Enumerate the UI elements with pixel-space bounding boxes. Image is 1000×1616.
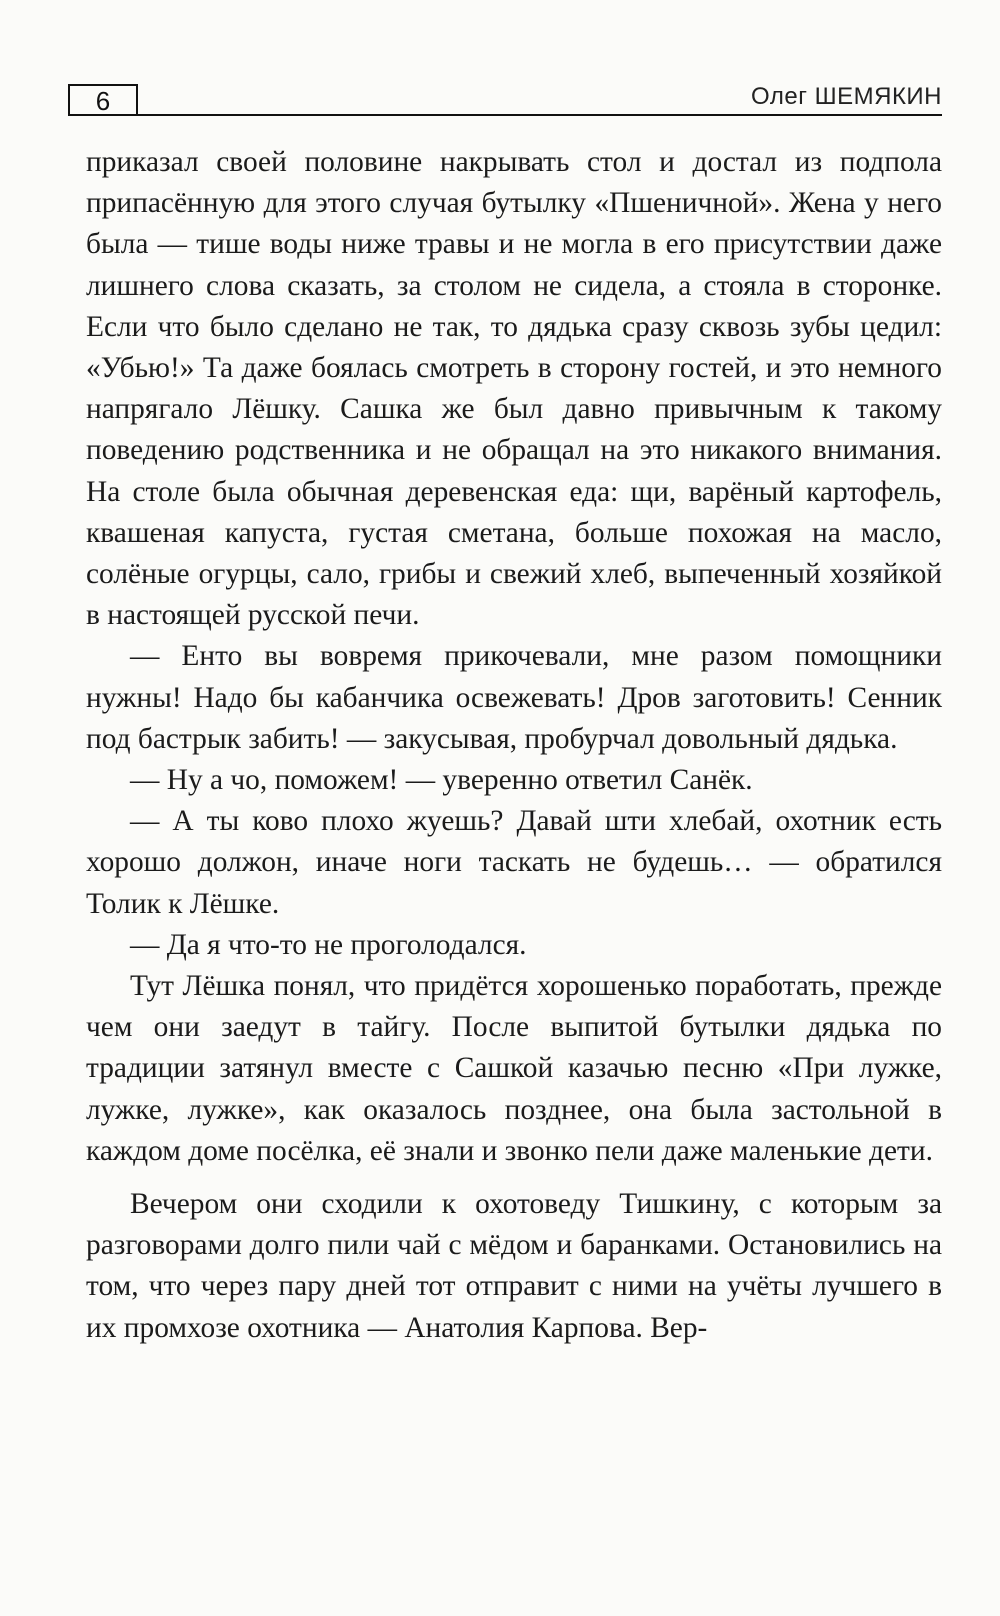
paragraph: Тут Лёшка понял, что придётся хорошенько поработать, прежде чем они заедут в тайгу. После выпитой бутылки дядька по традиции затянул вместе с Сашкой казачью песню «При лужке, лужке, лужке», как оказалось позднее, она была застольной в каждом доме посёлка, её знали и звонко пели даже маленькие дети. [86, 970, 942, 1167]
paragraph: — А ты ково плохо жуешь? Давай шти хлебай, охотник есть хорошо должон, иначе ноги таскать не будешь… — обратился Толик к Лёшке. [86, 805, 942, 920]
running-head-author: Олег ШЕМЯКИН [750, 83, 942, 110]
body-text [86, 142, 942, 1349]
page-number: 6 [68, 84, 138, 116]
paragraph: — Да я что-то не проголодался. [130, 928, 527, 961]
header-rule [138, 114, 942, 116]
page-header [68, 84, 942, 120]
paragraph: — Ну а чо, поможем! — уверенно ответил Санёк. [130, 764, 753, 797]
paragraph: Вечером они сходили к охотоведу Тишкину, с которым за разговорами долго пили чай с мёдом и баранками. Остановились на том, что через пару дней тот отправит с ними на учёты лучшего в их промхозе охотника — Анатолия Карпова. Вер- [86, 1188, 942, 1344]
paragraph: приказал своей половине накрывать стол и достал из подпола припасённую для этого случая бутылку «Пшеничной». Жена у него была — тише воды ниже травы и не могла в его присутствии даже лишнего слова сказать, за столом не сидела, а стояла в сторонке. Если что было сделано не так, то дядька сразу сквозь зубы цедил: «Убью!» Та даже боялась смотреть в сторону гостей, и это немного напрягало Лёшку. Сашка же был давно привычным к такому поведению родственника и не обращал на это никакого внимания. На столе была обычная деревенская еда: щи, варёный картофель, квашеная капуста, густая сметана, больше похожая на масло, солёные огурцы, сало, грибы и свежий хлеб, выпеченный хозяйкой в настоящей русской печи. [86, 146, 942, 632]
paragraph: — Енто вы вовремя прикочевали, мне разом помощники нужны! Надо бы кабанчика освежевать! Дров заготовить! Сенник под бастрык забить! — закусывая, пробурчал довольный дядька. [86, 640, 942, 755]
